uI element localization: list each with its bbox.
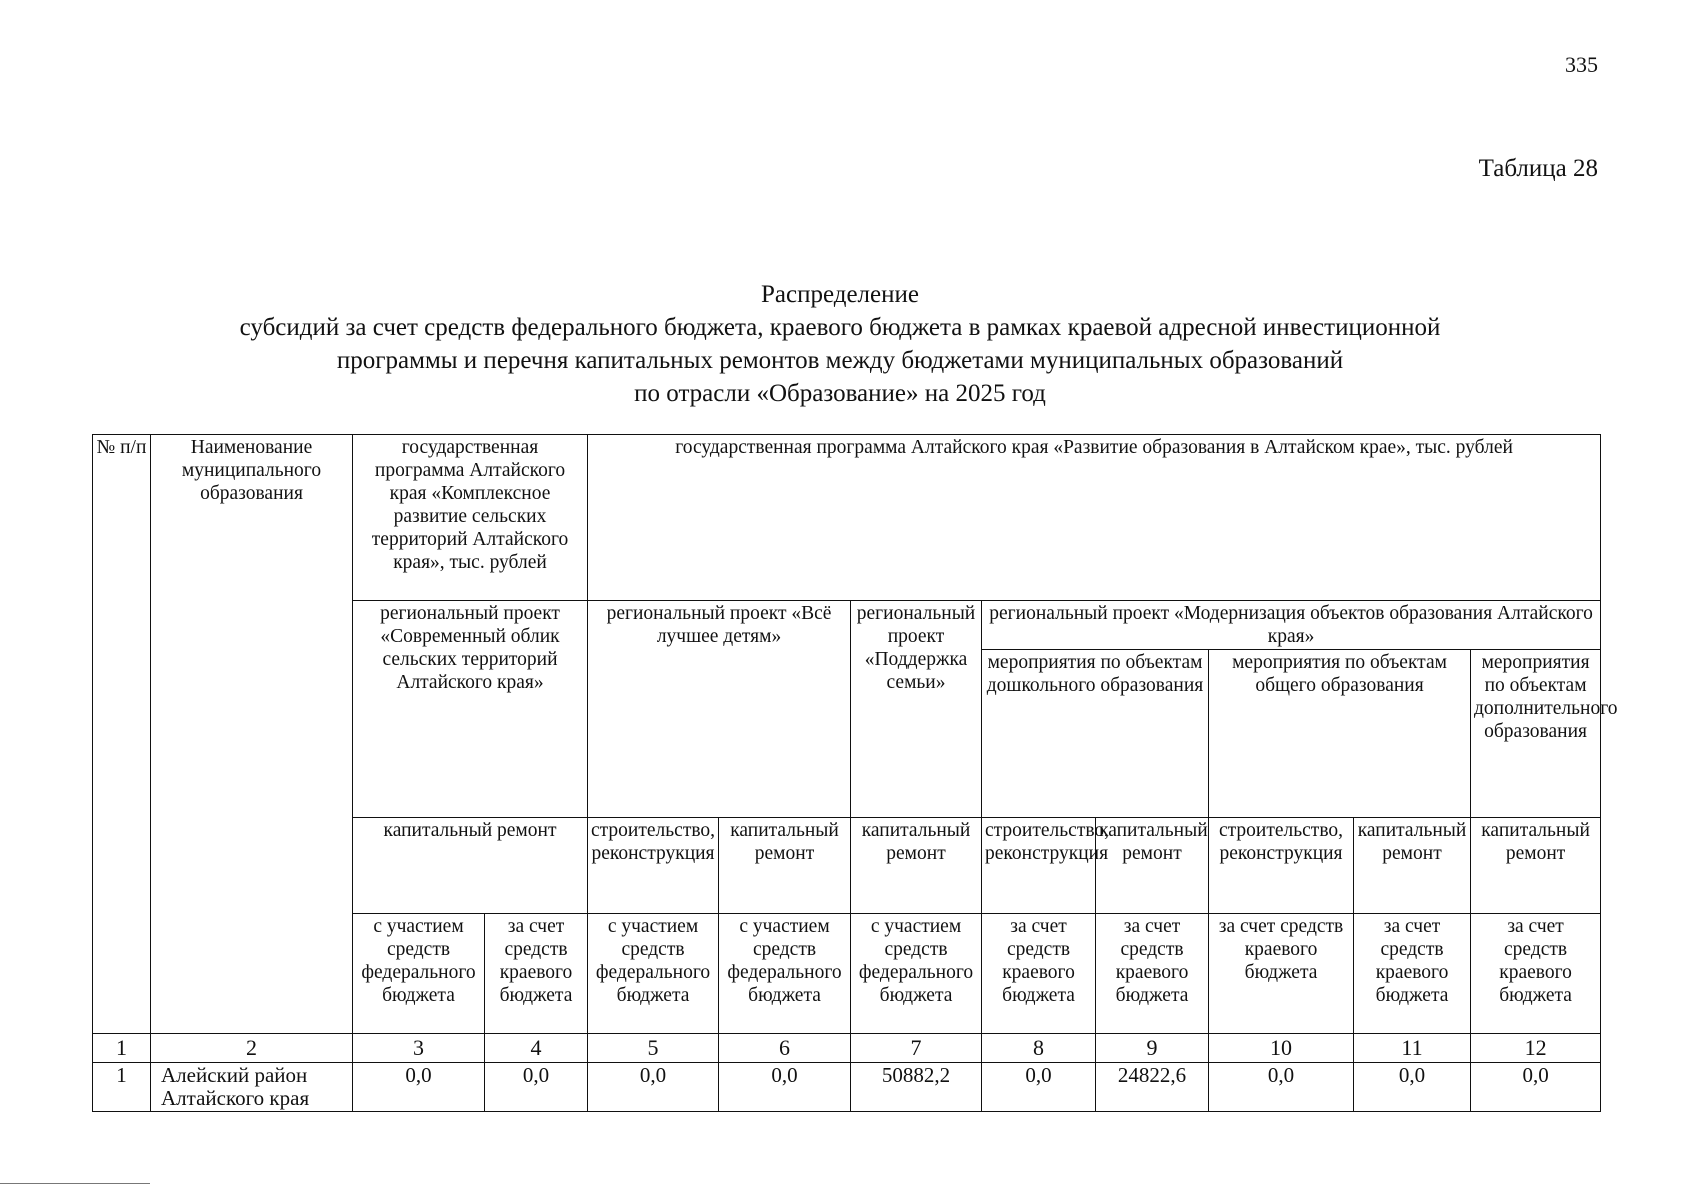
header-source-col7: с участием средств федерального бюджета xyxy=(851,914,982,1034)
row-municipality-name: Алейский район Алтайского края xyxy=(151,1063,353,1112)
row-value: 0,0 xyxy=(719,1063,851,1112)
header-type-col7: капитальный ремонт xyxy=(851,818,982,914)
column-number: 10 xyxy=(1209,1034,1354,1063)
row-num: 1 xyxy=(93,1063,151,1112)
header-project-rural: региональный проект «Современный облик сельских территорий Алтайского края» xyxy=(353,601,588,818)
header-source-col4: за счет средств краевого бюджета xyxy=(485,914,588,1034)
header-source-col10: за счет средств краевого бюджета xyxy=(1209,914,1354,1034)
header-project-modernization: региональный проект «Модернизация объектов образования Алтайского края» xyxy=(982,601,1601,650)
header-program-education: государственная программа Алтайского края «Развитие образования в Алтайском крае», тыс. рублей xyxy=(588,435,1601,601)
page-number: 335 xyxy=(1565,52,1598,77)
row-value: 0,0 xyxy=(1209,1063,1354,1112)
row-value: 0,0 xyxy=(353,1063,485,1112)
column-number: 5 xyxy=(588,1034,719,1063)
header-source-col11: за счет средств краевого бюджета xyxy=(1354,914,1471,1034)
header-source-col3: с участием средств федерального бюджета xyxy=(353,914,485,1034)
header-project-children: региональный проект «Всё лучшее детям» xyxy=(588,601,851,818)
column-number: 9 xyxy=(1096,1034,1209,1063)
header-activity-additional: мероприятия по объектам дополнительного образования xyxy=(1471,650,1601,818)
row-value: 0,0 xyxy=(1471,1063,1601,1112)
header-activity-preschool: мероприятия по объектам дошкольного образования xyxy=(982,650,1209,818)
column-number: 7 xyxy=(851,1034,982,1063)
column-number: 11 xyxy=(1354,1034,1471,1063)
header-num: № п/п xyxy=(93,435,151,1034)
header-activity-general: мероприятия по объектам общего образования xyxy=(1209,650,1471,818)
column-number: 3 xyxy=(353,1034,485,1063)
column-number: 8 xyxy=(982,1034,1096,1063)
header-type-col8: строительство, реконструкция xyxy=(982,818,1096,914)
table-row xyxy=(93,1063,1601,1112)
row-value: 50882,2 xyxy=(851,1063,982,1112)
title-line-4: по отрасли «Образование» на 2025 год xyxy=(634,380,1046,407)
header-type-col9: капитальный ремонт xyxy=(1096,818,1209,914)
column-number: 6 xyxy=(719,1034,851,1063)
title-line-1: Распределение xyxy=(761,281,919,308)
title-line-2: субсидий за счет средств федерального бюджета, краевого бюджета в рамках краевой адресной инвестиционной xyxy=(239,314,1441,341)
column-number: 1 xyxy=(93,1034,151,1063)
header-source-col5: с участием средств федерального бюджета xyxy=(588,914,719,1034)
header-source-col9: за счет средств краевого бюджета xyxy=(1096,914,1209,1034)
header-type-col10: строительство, реконструкция xyxy=(1209,818,1354,914)
header-source-col6: с участием средств федерального бюджета xyxy=(719,914,851,1034)
header-program-rural: государственная программа Алтайского края «Комплексное развитие сельских территорий Алтайского края», тыс. рублей xyxy=(353,435,588,601)
row-value: 0,0 xyxy=(982,1063,1096,1112)
column-number: 12 xyxy=(1471,1034,1601,1063)
header-type-col3-4: капитальный ремонт xyxy=(353,818,588,914)
header-type-col6: капитальный ремонт xyxy=(719,818,851,914)
header-municipality: Наименование муниципального образования xyxy=(151,435,353,1034)
row-value: 0,0 xyxy=(485,1063,588,1112)
subsidy-table xyxy=(92,434,1618,1112)
header-type-col12: капитальный ремонт xyxy=(1471,818,1601,914)
row-value: 0,0 xyxy=(1354,1063,1471,1112)
row-value: 24822,6 xyxy=(1096,1063,1209,1112)
table-label: Таблица 28 xyxy=(1478,155,1598,182)
header-source-col8: за счет средств краевого бюджета xyxy=(982,914,1096,1034)
scan-artifact-line xyxy=(0,1183,150,1184)
column-number: 2 xyxy=(151,1034,353,1063)
header-type-col5: строительство, реконструкция xyxy=(588,818,719,914)
column-number-row xyxy=(93,1034,1601,1063)
row-value: 0,0 xyxy=(588,1063,719,1112)
column-number: 4 xyxy=(485,1034,588,1063)
header-project-family: региональный проект «Поддержка семьи» xyxy=(851,601,982,818)
document-title xyxy=(100,278,1580,410)
title-line-3: программы и перечня капитальных ремонтов между бюджетами муниципальных образований xyxy=(336,347,1344,374)
header-source-col12: за счет средств краевого бюджета xyxy=(1471,914,1601,1034)
header-type-col11: капитальный ремонт xyxy=(1354,818,1471,914)
